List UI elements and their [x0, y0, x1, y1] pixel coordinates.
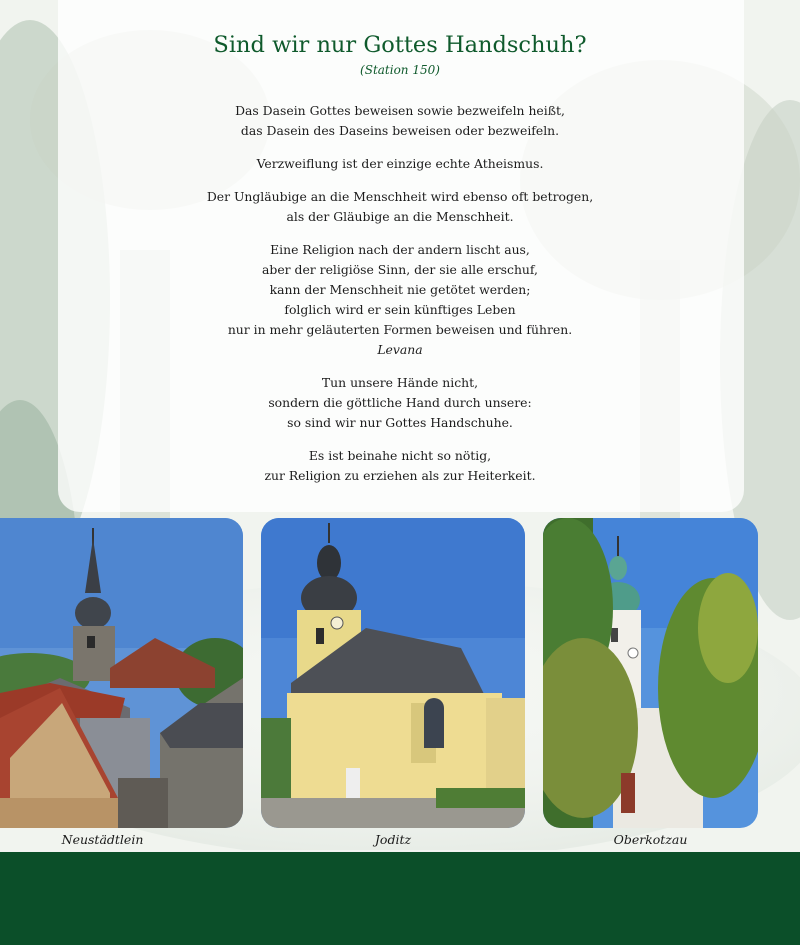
quote [0, 154, 800, 174]
quote-line: Der Ungläubige an die Menschheit wird ebenso oft betrogen, [206, 189, 594, 204]
station-subtitle: (Station 150) [360, 63, 440, 77]
photo-caption: Oberkotzau [613, 832, 688, 847]
photo-oberkotzau [543, 518, 758, 828]
quote-line: sondern die göttliche Hand durch unsere: [268, 395, 532, 410]
quote-line: aber der religiöse Sinn, der sie alle erschuf, [262, 262, 538, 277]
quote-line: das Dasein des Daseins beweisen oder bezweifeln. [240, 123, 560, 138]
page-title: Sind wir nur Gottes Handschuh? [213, 32, 587, 58]
quote-line: nur in mehr geläuterten Formen beweisen und führen. [227, 322, 573, 337]
quote-line: Es ist beinahe nicht so nötig, [308, 448, 492, 463]
quote [0, 101, 800, 141]
quote [0, 187, 800, 227]
quote-line: zur Religion zu erziehen als zur Heiterkeit. [264, 468, 536, 483]
quote [0, 446, 800, 486]
quote-line: so sind wir nur Gottes Handschuhe. [287, 415, 513, 430]
quote [0, 240, 800, 360]
quote-line: kann der Menschheit nie getötet werden; [269, 282, 531, 297]
quote-line: als der Gläubige an die Menschheit. [286, 209, 514, 224]
photo-caption: Neustädtlein [61, 832, 144, 847]
quote-line: folglich wird er sein künftiges Leben [284, 302, 516, 317]
quote-line: Das Dasein Gottes beweisen sowie bezweifeln heißt, [235, 103, 565, 118]
photo-neustaedtlein [0, 518, 243, 828]
quote-line: Verzweiflung ist der einzige echte Atheismus. [256, 156, 544, 171]
photo-joditz [261, 518, 525, 828]
quote [0, 373, 800, 433]
quote-line: Tun unsere Hände nicht, [321, 375, 479, 390]
footer-band [0, 852, 800, 945]
quote-author: Levana [377, 342, 423, 357]
quote-list [0, 101, 800, 499]
quote-line: Eine Religion nach der andern lischt aus, [270, 242, 530, 257]
photo-caption: Joditz [374, 832, 412, 847]
